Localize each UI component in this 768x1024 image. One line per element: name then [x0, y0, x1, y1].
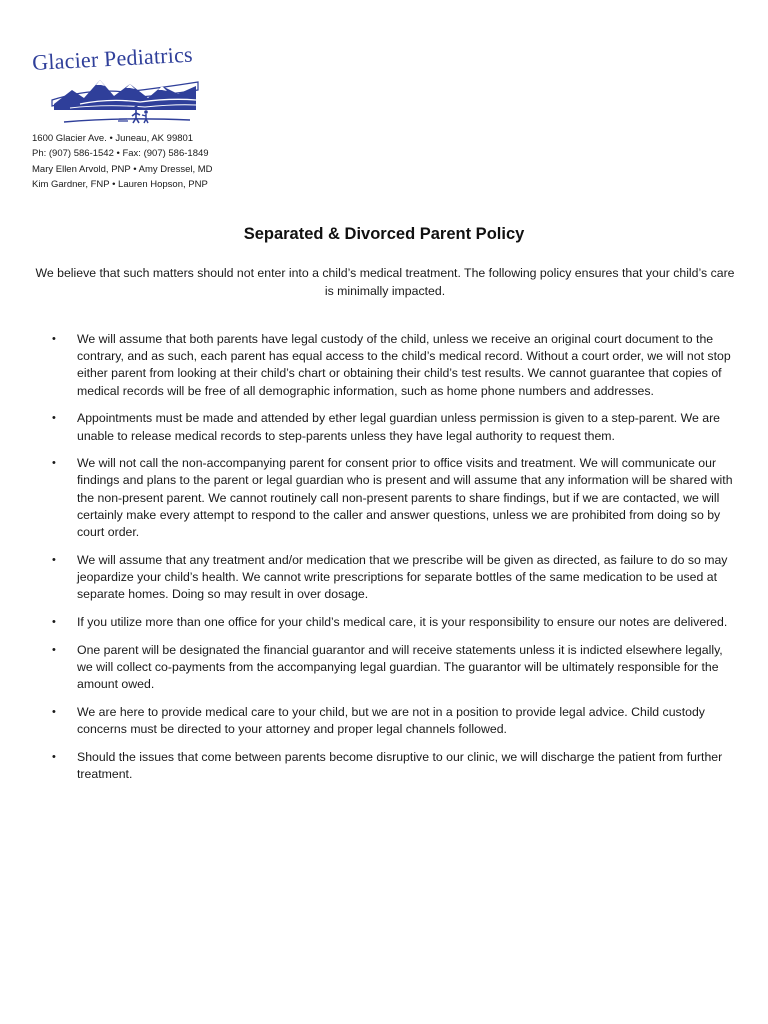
provider-list-1: Mary Ellen Arvold, PNP • Amy Dressel, MD	[32, 163, 213, 175]
glacier-pediatrics-logo	[30, 41, 205, 131]
intro-paragraph: We believe that such matters should not enter into a child’s medical treatment. The following policy ensures that your child’s care is minimally impacted.	[35, 266, 735, 298]
clinic-phone-fax: Ph: (907) 586-1542 • Fax: (907) 586-1849	[32, 148, 209, 160]
policy-item-text: Appointments must be made and attended by ether legal guardian unless permission is given to a step-parent. We are unable to release medical records to step-parents unless they have legal authority to request them.	[77, 411, 721, 443]
document-title: Separated & Divorced Parent Policy	[243, 225, 525, 243]
policy-item-text: One parent will be designated the financial guarantor and will receive statements unless it is indicted elsewhere legally, we will collect co-payments from the accompanying legal guardian. The guarantor will be ultimately responsible for the amount owed.	[77, 642, 723, 691]
policy-item-text: Should the issues that come between parents become disruptive to our clinic, we will discharge the patient from further treatment.	[77, 749, 723, 781]
policy-item	[50, 614, 736, 631]
bullet-icon: •	[52, 750, 56, 763]
policy-item-text: We are here to provide medical care to your child, but we are not in a position to provide legal advice. Child custody concerns must be directed to your attorney and proper legal channels followed.	[77, 704, 705, 736]
clinic-address: 1600 Glacier Ave. • Juneau, AK 99801	[32, 133, 194, 144]
policy-item	[50, 410, 736, 444]
policy-item	[50, 331, 736, 400]
bullet-icon: •	[52, 553, 56, 566]
bullet-icon: •	[52, 643, 56, 656]
provider-list-2: Kim Gardner, FNP • Lauren Hopson, PNP	[32, 179, 208, 191]
policy-item-text: We will assume that both parents have legal custody of the child, unless we receive an original court document to the contrary, and as such, each parent has equal access to the child’s medical record. Without a court order, we will not stop either parent from looking at their child’s chart or obtaining their child’s test results. We cannot guarantee that copies of medical records will be free of all demographic information, such as home phone numbers and addresses.	[77, 332, 731, 398]
logo-wordmark: Glacier Pediatrics	[31, 41, 194, 76]
bullet-icon: •	[52, 705, 56, 718]
bullet-icon: •	[52, 333, 56, 345]
policy-item	[50, 704, 736, 738]
policy-item-text: If you utilize more than one office for your child’s medical care, it is your responsibility to ensure our notes are delivered.	[77, 614, 728, 629]
policy-list	[50, 331, 736, 793]
mountain-landscape-with-family-icon	[50, 68, 200, 128]
policy-item	[50, 749, 736, 783]
bullet-icon: •	[52, 615, 56, 628]
policy-item-text: We will assume that any treatment and/or medication that we prescribe will be given as directed, as failure to do so may jeopardize your child’s health. We cannot write prescriptions for separate bottles of the same medication to be used at separate homes. Doing so may result in over dosage.	[77, 552, 728, 602]
clinic-contact-block	[32, 131, 213, 193]
policy-item	[50, 552, 736, 604]
policy-item	[50, 455, 736, 541]
policy-item-text: We will not call the non-accompanying parent for consent prior to office visits and treatment. We will communicate our findings and plans to the parent or legal guardian who is present and will assume that any information will be shared with the non-present parent. We cannot routinely call non-present parents to share findings, but if we are contacted, we will certainly make every attempt to respond to the caller and answer questions, unless we are prohibited from doing so by court order.	[77, 456, 733, 540]
bullet-icon: •	[52, 412, 56, 425]
bullet-icon: •	[52, 457, 56, 470]
policy-item	[50, 642, 736, 694]
